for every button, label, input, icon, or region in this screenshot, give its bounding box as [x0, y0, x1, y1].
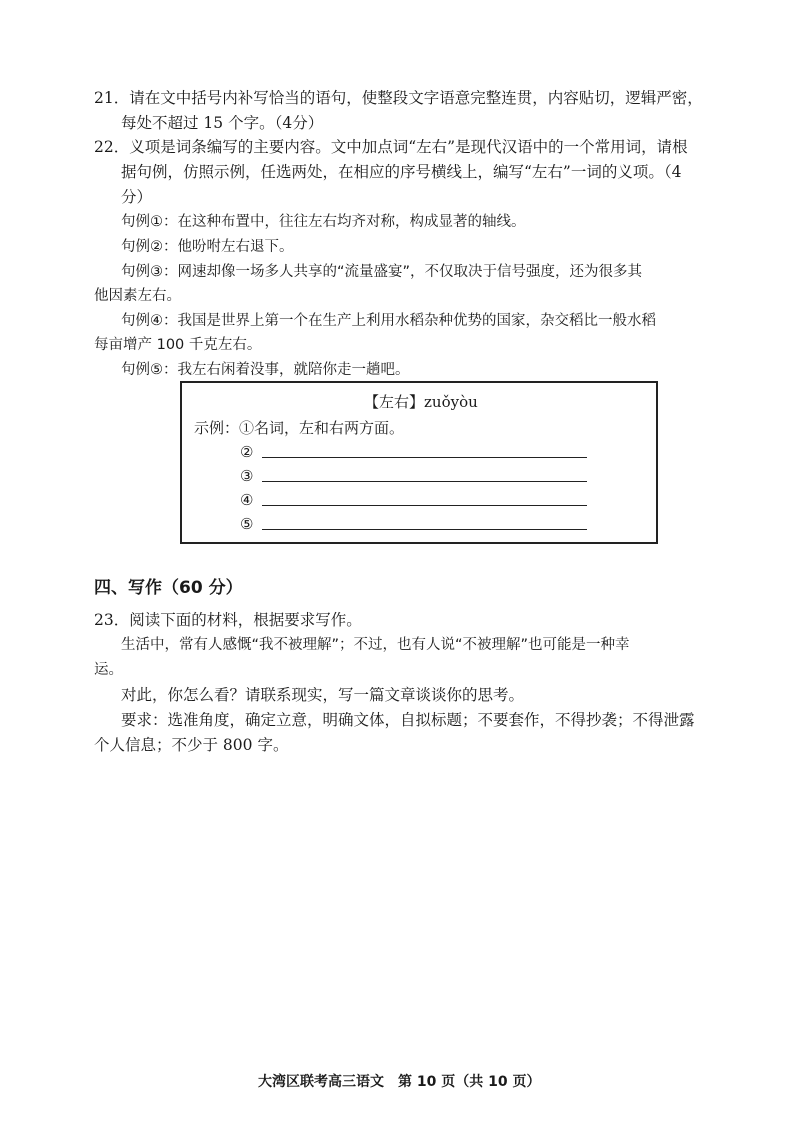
example-sentence-4: 句例④：我国是世界上第一个在生产上利用水稻杂种优势的国家，杂交稻比一般水稻	[121, 313, 656, 329]
answer-line-2[interactable]	[262, 457, 587, 458]
q22-line-3: 分）	[121, 188, 153, 206]
answer-line-4[interactable]	[262, 505, 587, 506]
section-4-heading: 四、写作（60 分）	[94, 578, 243, 598]
page-footer: 大湾区联考高三语文 第 10 页（共 10 页）	[258, 1074, 541, 1090]
example-sentence-5: 句例⑤：我左右闲着没事，就陪你走一趟吧。	[121, 362, 410, 378]
requirements-line-2: 个人信息；不少于 800 字。	[94, 736, 289, 754]
example-sentence-1: 句例①：在这种布置中，往往左右均齐对称，构成显著的轴线。	[121, 214, 526, 230]
material-line-1: 生活中，常有人感慨“我不被理解”；不过，也有人说“不被理解”也可能是一种幸	[121, 637, 630, 653]
example-sentence-3: 句例③：网速却像一场多人共享的“流量盛宴”，不仅取决于信号强度，还为很多其	[121, 264, 643, 280]
dictionary-entry-box	[180, 381, 658, 544]
blank-label-4: ④	[240, 491, 254, 509]
example-sentence-3-cont: 他因素左右。	[94, 288, 181, 304]
writing-prompt: 对此，你怎么看？请联系现实，写一篇文章谈谈你的思考。	[121, 686, 525, 704]
q23-title: 23．阅读下面的材料，根据要求写作。	[94, 611, 362, 629]
answer-line-3[interactable]	[262, 481, 587, 482]
q21-line-2: 每处不超过 15 个字。（4分）	[121, 114, 324, 132]
q21-line-1: 21．请在文中括号内补写恰当的语句，使整段文字语意完整连贯，内容贴切，逻辑严密，	[94, 89, 703, 107]
example-sentence-2: 句例②：他吩咐左右退下。	[121, 239, 294, 255]
requirements-line-1: 要求：选准角度，确定立意，明确文体，自拟标题；不要套作，不得抄袭；不得泄露	[121, 711, 695, 729]
entry-sample-definition: 示例：①名词，左和右两方面。	[194, 419, 405, 437]
q22-line-1: 22．义项是词条编写的主要内容。文中加点词“左右”是现代汉语中的一个常用词，请根	[94, 138, 688, 156]
answer-line-5[interactable]	[262, 529, 587, 530]
blank-label-2: ②	[240, 443, 254, 461]
example-sentence-4-cont: 每亩增产 100 千克左右。	[94, 337, 262, 353]
q22-line-2: 据句例，仿照示例，任选两处，在相应的序号横线上，编写“左右”一词的义项。（4	[121, 163, 682, 181]
material-line-2: 运。	[94, 662, 123, 678]
blank-label-3: ③	[240, 467, 254, 485]
entry-headword: 【左右】zuǒyòu	[364, 393, 478, 411]
blank-label-5: ⑤	[240, 515, 254, 533]
